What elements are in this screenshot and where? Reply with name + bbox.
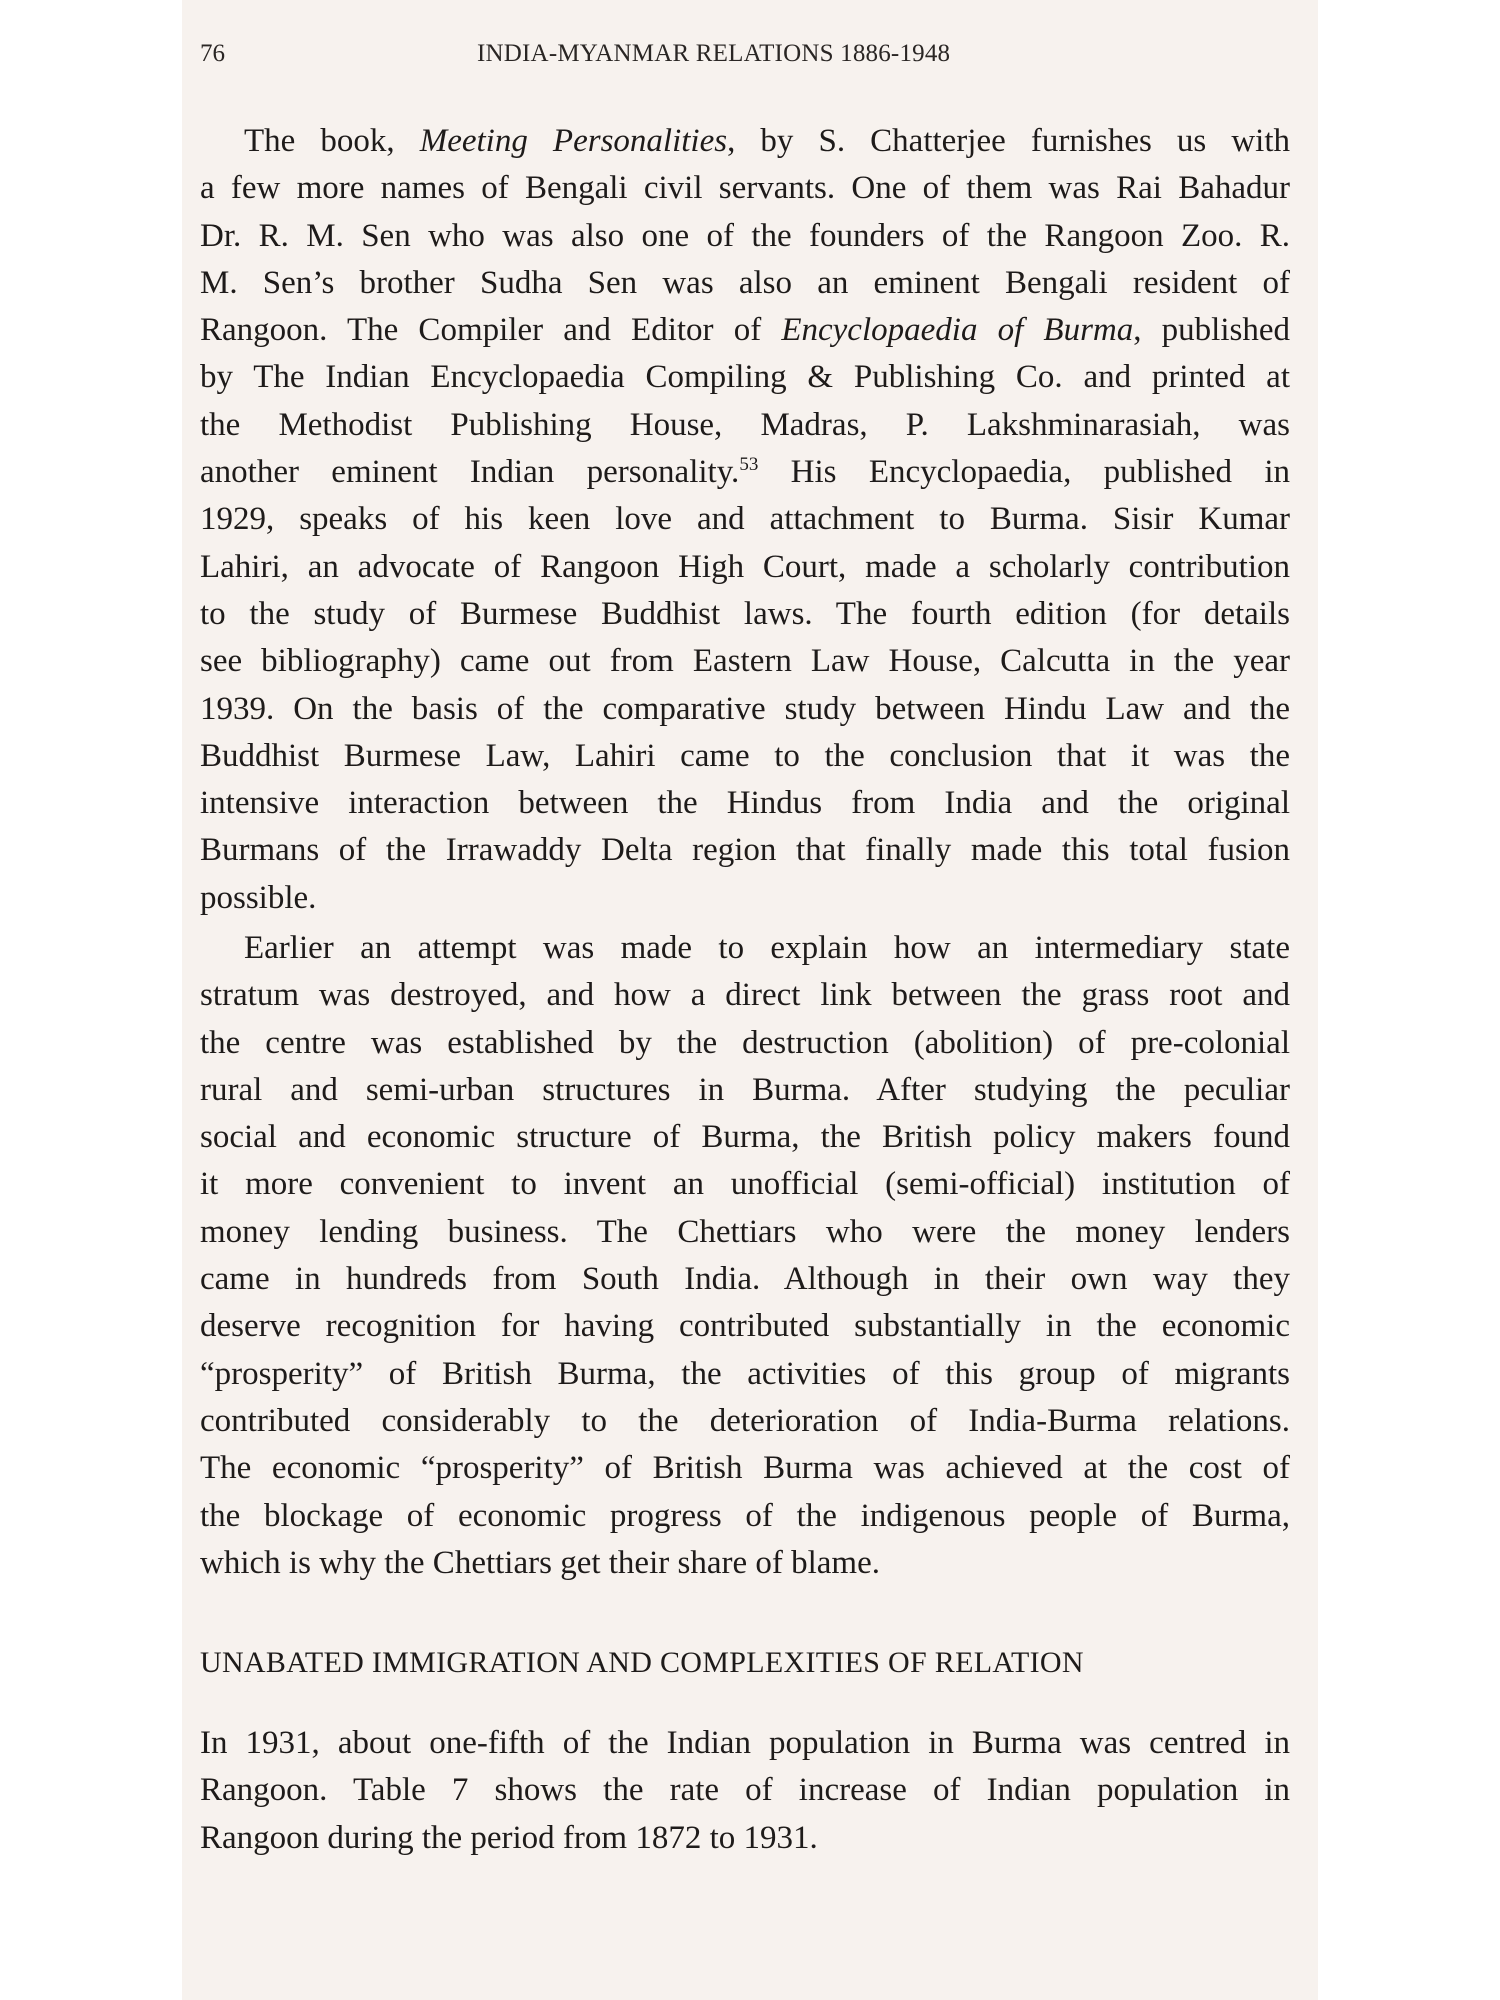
text-line: “prosperity” of British Burma, the activities of this group of migrants bbox=[200, 1355, 1290, 1392]
text-line: Dr. R. M. Sen who was also one of the founders of the Rangoon Zoo. R. bbox=[200, 217, 1290, 254]
section-heading: UNABATED IMMIGRATION AND COMPLEXITIES OF RELATION bbox=[200, 1646, 1084, 1679]
text-line: deserve recognition for having contributed substantially in the economic bbox=[200, 1308, 1290, 1345]
text-line: a few more names of Bengali civil servants. One of them was Rai Bahadur bbox=[200, 170, 1290, 207]
text-line: 1929, speaks of his keen love and attachment to Burma. Sisir Kumar bbox=[200, 501, 1290, 538]
text-line: social and economic structure of Burma, the British policy makers found bbox=[200, 1119, 1290, 1156]
text-line: to the study of Burmese Buddhist laws. The fourth edition (for details bbox=[200, 595, 1290, 632]
book-title: INDIA-MYANMAR RELATIONS 1886-1948 bbox=[477, 40, 951, 67]
paragraph-meeting-personalities bbox=[200, 118, 1290, 922]
text-line: Rangoon. Table 7 shows the rate of increase of Indian population in bbox=[200, 1772, 1290, 1809]
text-line: possible. bbox=[200, 879, 317, 916]
text-line: came in hundreds from South India. Although in their own way they bbox=[200, 1261, 1290, 1298]
italic-book-title: Meeting Personalities bbox=[419, 123, 728, 159]
text-line: intensive interaction between the Hindus from India and the original bbox=[200, 785, 1290, 822]
text-line: the centre was established by the destruction (abolition) of pre-colonial bbox=[200, 1024, 1290, 1061]
text-line: 1939. On the basis of the comparative study between Hindu Law and the bbox=[200, 690, 1290, 727]
text-line: Burmans of the Irrawaddy Delta region that finally made this total fusion bbox=[200, 832, 1290, 869]
book-page bbox=[182, 0, 1318, 2000]
text-line: see bibliography) came out from Eastern Law House, Calcutta in the year bbox=[200, 643, 1290, 680]
footnote-marker: 53 bbox=[739, 454, 759, 476]
text-line: Buddhist Burmese Law, Lahiri came to the conclusion that it was the bbox=[200, 737, 1290, 774]
paragraph-chettiars bbox=[200, 925, 1290, 1587]
text-line: Lahiri, an advocate of Rangoon High Court, made a scholarly contribution bbox=[200, 548, 1290, 585]
text-line: which is why the Chettiars get their share of blame. bbox=[200, 1544, 880, 1581]
running-header bbox=[200, 40, 1300, 74]
text-line: it more convenient to invent an unofficial (semi-official) institution of bbox=[200, 1166, 1290, 1203]
text-line: The book, Meeting Personalities, by S. Chatterjee furnishes us with bbox=[244, 123, 1290, 159]
text-line: In 1931, about one-fifth of the Indian population in Burma was centred in bbox=[200, 1725, 1290, 1761]
text-line: by The Indian Encyclopaedia Compiling & Publishing Co. and printed at bbox=[200, 359, 1290, 396]
text-line: the Methodist Publishing House, Madras, P. Lakshminarasiah, was bbox=[200, 406, 1290, 443]
text-line: M. Sen’s brother Sudha Sen was also an eminent Bengali resident of bbox=[200, 264, 1290, 301]
text-line: money lending business. The Chettiars who were the money lenders bbox=[200, 1213, 1290, 1250]
text-line: stratum was destroyed, and how a direct link between the grass root and bbox=[200, 977, 1290, 1014]
text-line: another eminent Indian personality.$^{53}$ His Encyclopaedia, published in bbox=[200, 454, 1290, 491]
italic-book-title: Encyclopaedia of Burma bbox=[781, 312, 1134, 349]
page-number: 76 bbox=[200, 40, 225, 67]
text-line: The economic “prosperity” of British Burma was achieved at the cost of bbox=[200, 1450, 1290, 1487]
text-line: rural and semi-urban structures in Burma. After studying the peculiar bbox=[200, 1071, 1290, 1108]
text-line: contributed considerably to the deterioration of India-Burma relations. bbox=[200, 1402, 1290, 1439]
paragraph-rangoon-population bbox=[200, 1720, 1290, 1862]
text-line: Rangoon. The Compiler and Editor of Encyclopaedia of Burma, published bbox=[200, 312, 1290, 349]
text-line: Earlier an attempt was made to explain how an intermediary state bbox=[244, 930, 1290, 966]
text-line: the blockage of economic progress of the indigenous people of Burma, bbox=[200, 1497, 1290, 1534]
text-line: Rangoon during the period from 1872 to 1931. bbox=[200, 1819, 818, 1856]
